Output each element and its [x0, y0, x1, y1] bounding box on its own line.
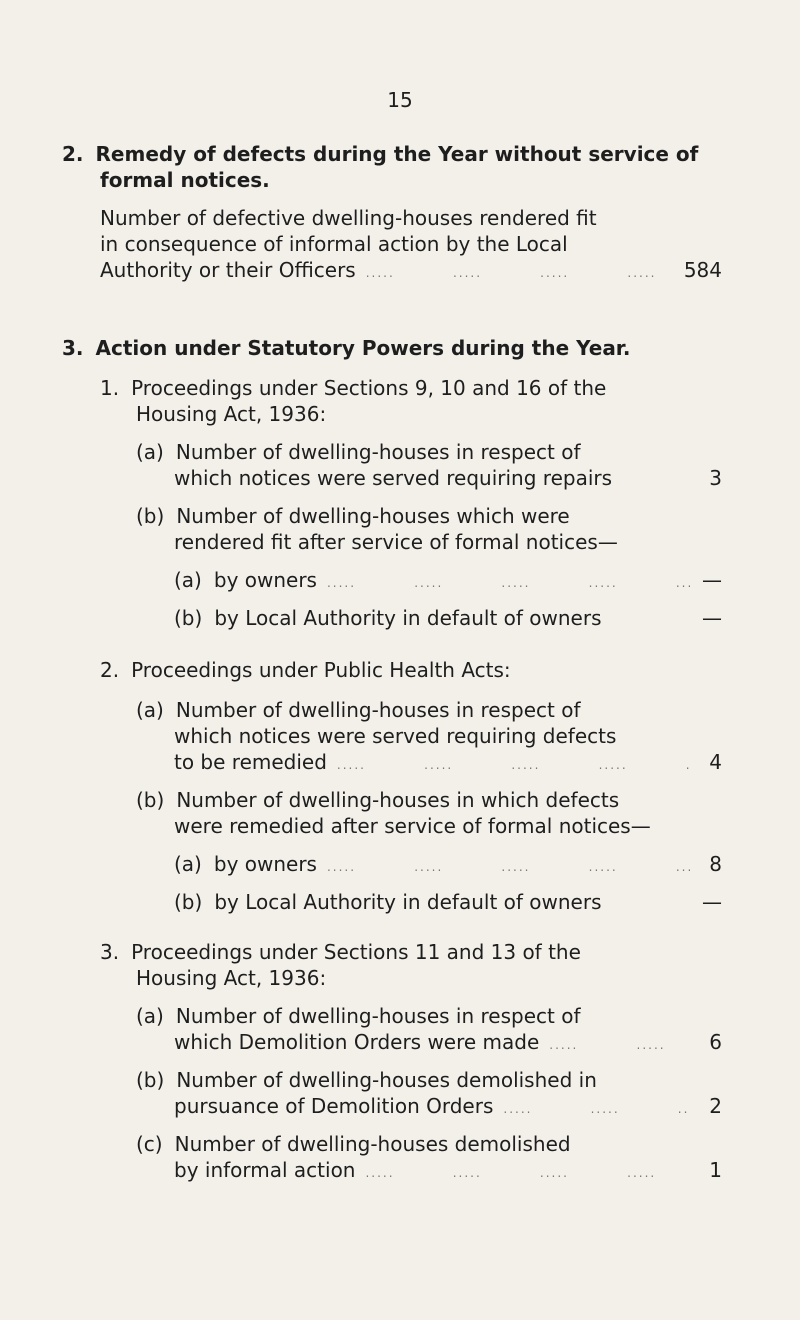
sub1-ba-value: —	[702, 568, 722, 592]
sub3-number: 3.	[100, 940, 120, 964]
sub3-a-value: 6	[709, 1030, 722, 1054]
sub1-ba-label: (a)	[174, 568, 202, 592]
sub2-a-value: 4	[709, 750, 722, 774]
sub3-b-text-2: pursuance of Demolition Orders	[174, 1094, 494, 1118]
sub2-bb-value: —	[702, 890, 722, 914]
sub3-c-text-1: Number of dwelling-houses demolished	[174, 1132, 571, 1156]
sub1-a-text-2: which notices were served requiring repairs	[174, 466, 613, 490]
sub2-ba-line	[174, 852, 722, 879]
section-3-number: 3.	[62, 336, 84, 360]
sub3-c-line-1	[136, 1132, 722, 1156]
sub3-heading-line-1: Proceedings under Sections 11 and 13 of the	[131, 940, 581, 964]
sub3-a-label: (a)	[136, 1004, 164, 1028]
leader-dots	[549, 1033, 690, 1057]
section-2-value: 584	[683, 258, 722, 282]
sub1-heading-line-1: Proceedings under Sections 9, 10 and 16 of the	[131, 376, 607, 400]
section-2-body-line-1: Number of defective dwelling-houses rendered fit	[100, 206, 597, 230]
sub3-heading	[100, 940, 722, 964]
sub1-bb-line	[174, 606, 722, 630]
sub3-b-label: (b)	[136, 1068, 165, 1092]
section-2-heading	[62, 142, 722, 166]
sub3-a-line-2	[174, 1030, 722, 1057]
leader-dots	[327, 855, 690, 879]
sub3-c-label: (c)	[136, 1132, 163, 1156]
sub3-b-line-1	[136, 1068, 722, 1092]
sub3-b-text-1: Number of dwelling-houses demolished in	[176, 1068, 597, 1092]
sub2-a-text-1: Number of dwelling-houses in respect of	[175, 698, 581, 722]
sub1-bb-value: —	[702, 606, 722, 630]
sub2-a-line-1	[136, 698, 722, 722]
sub1-a-value: 3	[709, 466, 722, 490]
section-2-body-text: Authority or their Officers	[100, 258, 356, 282]
section-2-body-line-3	[100, 258, 722, 285]
section-2-body-line-2: in consequence of informal action by the Local	[100, 232, 568, 256]
sub2-number: 2.	[100, 658, 120, 682]
sub2-bb-label: (b)	[174, 890, 203, 914]
sub1-ba-text: by owners	[213, 568, 317, 592]
sub3-c-value: 1	[709, 1158, 722, 1182]
sub2-a-label: (a)	[136, 698, 164, 722]
sub2-heading	[100, 658, 722, 682]
leader-dots	[503, 1097, 690, 1121]
sub1-a-text-1: Number of dwelling-houses in respect of	[175, 440, 581, 464]
sub3-c-line-2	[174, 1158, 722, 1185]
sub1-ba-line	[174, 568, 722, 595]
sub3-heading-line-2: Housing Act, 1936:	[136, 966, 327, 990]
sub2-ba-text: by owners	[213, 852, 317, 876]
sub2-b-text-1: Number of dwelling-houses in which defects	[176, 788, 620, 812]
leader-dots	[366, 261, 674, 285]
sub1-bb-text: by Local Authority in default of owners	[214, 606, 602, 630]
sub2-ba-label: (a)	[174, 852, 202, 876]
section-3-heading	[62, 336, 722, 360]
sub2-bb-line	[174, 890, 722, 914]
sub2-b-line-1	[136, 788, 722, 812]
section-3-heading-text: Action under Statutory Powers during the Year.	[95, 336, 631, 360]
section-2-number: 2.	[62, 142, 84, 166]
sub1-a-line-1	[136, 440, 722, 464]
sub2-heading-text: Proceedings under Public Health Acts:	[131, 658, 511, 682]
sub2-ba-value: 8	[709, 852, 722, 876]
sub1-a-label: (a)	[136, 440, 164, 464]
sub1-heading	[100, 376, 722, 400]
sub2-a-line-3	[174, 750, 722, 777]
sub1-b-text-1: Number of dwelling-houses which were	[176, 504, 570, 528]
sub1-b-line-2: rendered fit after service of formal notices—	[174, 530, 618, 554]
leader-dots	[327, 571, 690, 595]
section-2-heading-line-1: Remedy of defects during the Year without service of	[95, 142, 699, 166]
sub1-a-line-2	[174, 466, 722, 490]
sub2-a-line-2: which notices were served requiring defects	[174, 724, 617, 748]
sub3-b-line-2	[174, 1094, 722, 1121]
sub2-a-text-3: to be remedied	[174, 750, 327, 774]
leader-dots	[365, 1161, 690, 1185]
sub2-b-line-2: were remedied after service of formal notices—	[174, 814, 651, 838]
sub2-bb-text: by Local Authority in default of owners	[214, 890, 602, 914]
sub1-bb-label: (b)	[174, 606, 203, 630]
sub3-b-value: 2	[709, 1094, 722, 1118]
sub1-heading-line-2: Housing Act, 1936:	[136, 402, 327, 426]
sub2-b-label: (b)	[136, 788, 165, 812]
sub3-a-text-2: which Demolition Orders were made	[174, 1030, 540, 1054]
sub1-b-label: (b)	[136, 504, 165, 528]
sub3-a-line-1	[136, 1004, 722, 1028]
page-number: 15	[387, 88, 413, 112]
leader-dots	[337, 753, 690, 777]
sub1-number: 1.	[100, 376, 120, 400]
section-2-heading-line-2: formal notices.	[100, 168, 270, 192]
sub3-a-text-1: Number of dwelling-houses in respect of	[175, 1004, 581, 1028]
sub1-b-line-1	[136, 504, 722, 528]
sub3-c-text-2: by informal action	[174, 1158, 356, 1182]
